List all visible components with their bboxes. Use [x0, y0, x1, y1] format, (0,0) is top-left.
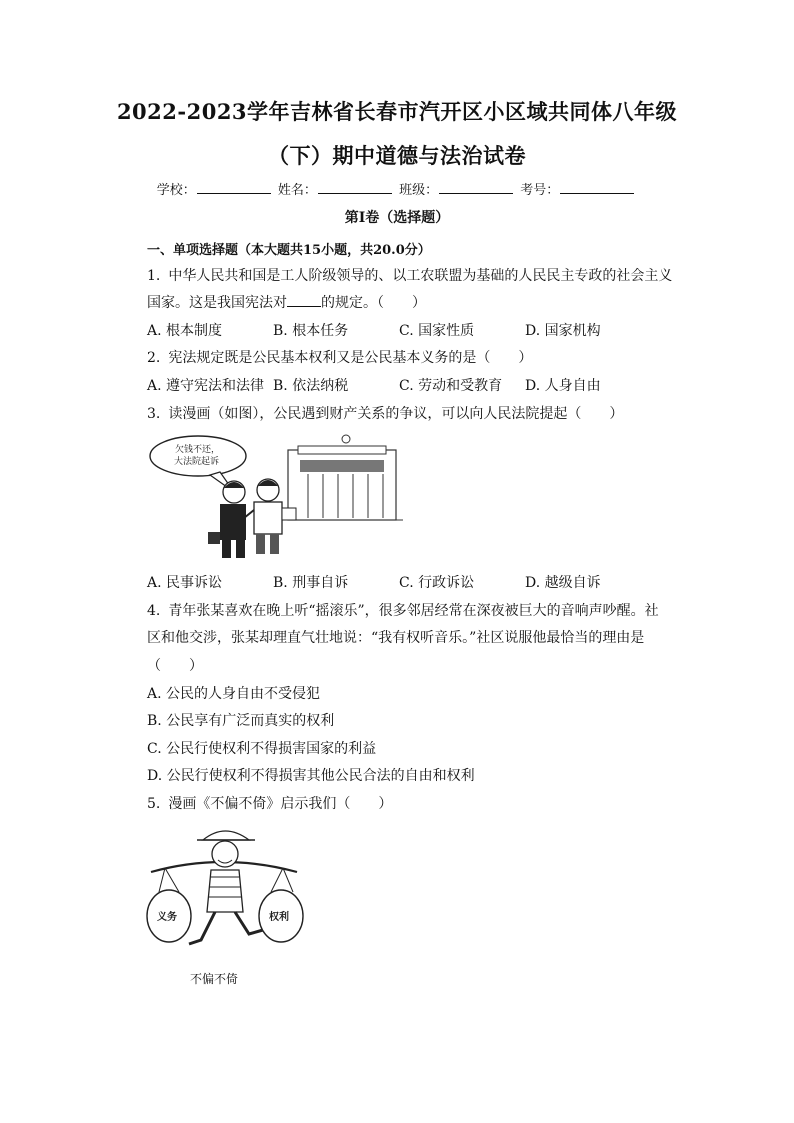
class-label: 班级：: [399, 183, 439, 198]
q1-option-a[interactable]: A. 根本制度: [147, 323, 223, 339]
q4-number: 4.: [147, 603, 161, 619]
q1-stem-line2: [147, 292, 426, 312]
q2-number: 2.: [147, 350, 161, 366]
q1-stem-line1: [147, 265, 672, 285]
q4-option-b[interactable]: B. 公民享有广泛而真实的权利: [147, 713, 335, 729]
left-bag-label: 义务: [157, 912, 177, 923]
q2-option-a[interactable]: A. 遵守宪法和法律: [147, 378, 265, 394]
section-heading: 一、单项选择题（本大题共15小题，共20.0分）: [147, 243, 431, 258]
q1-text-2b: 的规定。（ ）: [321, 295, 426, 311]
q1-option-b[interactable]: B. 根本任务: [273, 323, 349, 339]
right-bag-label: 权利: [269, 912, 289, 923]
q3-option-c[interactable]: C. 行政诉讼: [399, 575, 475, 591]
q3-stem: [147, 403, 623, 423]
bubble-text-1: 欠钱不还，: [175, 445, 221, 455]
exam-no-blank[interactable]: [560, 181, 634, 194]
school-label: 学校：: [156, 183, 196, 198]
q4-option-a[interactable]: A. 公民的人身自由不受侵犯: [147, 686, 321, 702]
student-info-row: [0, 179, 794, 198]
q5-stem: [147, 793, 392, 813]
q1-text-2a: 国家。这是我国宪法对: [147, 295, 287, 311]
bubble-text-2: 大法院起诉: [174, 457, 220, 467]
school-blank[interactable]: [197, 181, 271, 194]
q4-stem-line1: [147, 600, 659, 620]
class-blank[interactable]: [439, 181, 513, 194]
q1-fill-blank: [287, 294, 321, 307]
q3-number: 3.: [147, 406, 161, 422]
q2-option-b[interactable]: B. 依法纳税: [273, 378, 349, 394]
q4-option-c[interactable]: C. 公民行使权利不得损害国家的利益: [147, 741, 377, 757]
name-blank[interactable]: [318, 181, 392, 194]
q2-stem: [147, 347, 532, 367]
q1-number: 1.: [147, 268, 161, 284]
q2-option-d[interactable]: D. 人身自由: [525, 378, 601, 394]
q4-stem-line2: 区和他交涉，张某却理直气壮地说：“我有权听音乐。”社区说服他最恰当的理由是: [147, 630, 645, 646]
q3-cartoon: [148, 432, 408, 562]
q5-cartoon: [145, 822, 305, 967]
q3-option-d[interactable]: D. 越级自诉: [525, 575, 601, 591]
q3-option-a[interactable]: A. 民事诉讼: [147, 575, 223, 591]
q5-text: 漫画《不偏不倚》启示我们（ ）: [168, 796, 393, 812]
volume-heading: 第I卷（选择题）: [344, 210, 450, 226]
q5-cartoon-caption: 不偏不倚: [190, 972, 239, 986]
balance-cartoon-illustration: [145, 822, 305, 967]
q1-option-d[interactable]: D. 国家机构: [525, 323, 601, 339]
q3-text: 读漫画（如图），公民遇到财产关系的争议，可以向人民法院提起（ ）: [168, 406, 624, 422]
lawsuit-cartoon-illustration: [148, 432, 408, 562]
q5-number: 5.: [147, 796, 161, 812]
name-label: 姓名：: [277, 183, 317, 198]
q1-option-c[interactable]: C. 国家性质: [399, 323, 475, 339]
q2-option-c[interactable]: C. 劳动和受教育: [399, 378, 503, 394]
exam-title-line1: 2022-2023学年吉林省长春市汽开区小区域共同体八年级: [116, 99, 678, 124]
q1-text-1: 中华人民共和国是工人阶级领导的、以工农联盟为基础的人民民主专政的社会主义: [168, 268, 673, 284]
q2-text: 宪法规定既是公民基本权利又是公民基本义务的是（ ）: [168, 350, 533, 366]
q4-text-1: 青年张某喜欢在晚上听“摇滚乐”，很多邻居经常在深夜被巨大的音响声吵醒。社: [168, 603, 659, 619]
q3-option-b[interactable]: B. 刑事自诉: [273, 575, 349, 591]
exam-no-label: 考号：: [520, 183, 560, 198]
q4-option-d[interactable]: D. 公民行使权利不得损害其他公民合法的自由和权利: [147, 768, 475, 784]
exam-title-line2: （下）期中道德与法治试卷: [268, 143, 526, 168]
q4-stem-line3: （ ）: [147, 658, 203, 674]
